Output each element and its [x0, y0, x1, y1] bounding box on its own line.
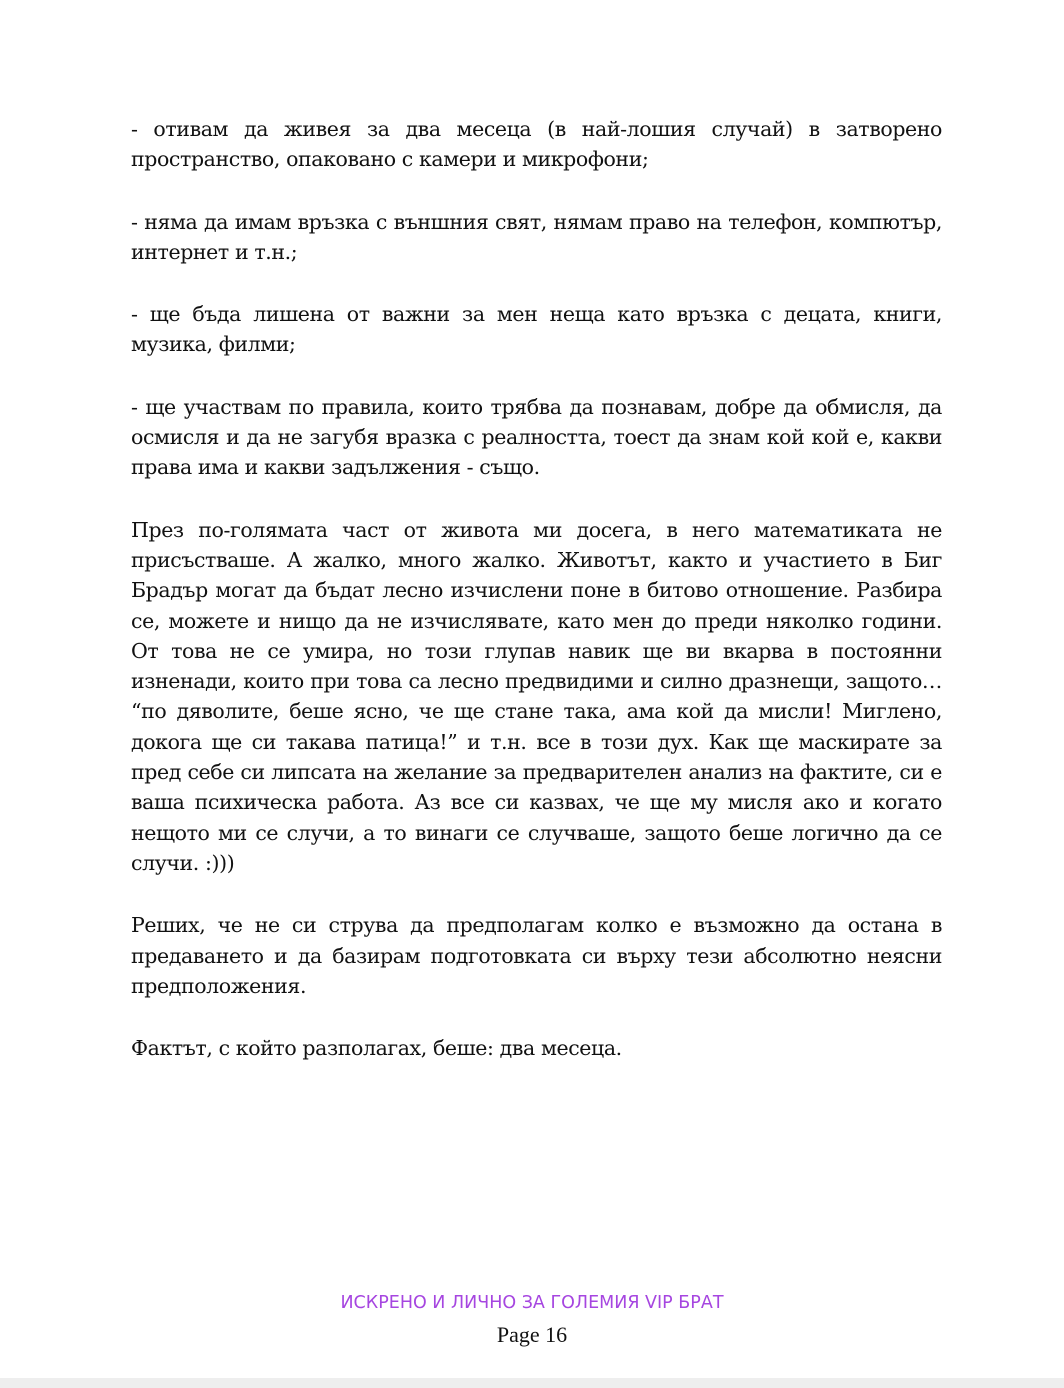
- paragraph-2: - няма да имам връзка с външния свят, нямам право на телефон, компютър, интернет и т.н.;: [131, 209, 942, 264]
- paragraph-5: През по-голямата част от живота ми досега, в него математиката не присъстваше. А жалко, много жалко. Животът, както и участието в Биг Брадър могат да бъдат лесно изчислени поне в битово отношение. Разбира се, можете и нищо да не изчислявате, като мен до преди няколко години. От това не се умира, но този глупав навик ще ви вкарва в постоянни изненади, които при това са лесно предвидими и силно дразнещи, защото… “по дяволите, беше ясно, че ще стане така, ама кой да мисли! Миглено, докога ще си такава патица!” и т.н. все в този дух. Как ще маскирате за пред себе си липсата на желание за предварителен анализ на фактите, си е ваша психическа работа. Аз все си казвах, че ще му мисля ако и когато нещото ми се случи, а то винаги се случваше, защото беше логично да се случи. :))): [131, 517, 942, 875]
- footer-book-title: ИСКРЕНО И ЛИЧНО ЗА ГОЛЕМИЯ VIP БРАТ: [340, 1293, 724, 1313]
- paragraph-3: - ще бъда лишена от важни за мен неща като връзка с децата, книги, музика, филми;: [131, 302, 942, 357]
- page-number: Page 16: [496, 1322, 568, 1347]
- paragraph-4: - ще участвам по правила, които трябва да познавам, добре да обмисля, да осмисля и да не загубя вразка с реалността, тоест да знам кой кой е, какви права има и какви задължения - също.: [131, 394, 942, 480]
- paragraph-1: - отивам да живея за два месеца (в най-лошия случай) в затворено пространство, опаковано с камери и микрофони;: [131, 117, 942, 172]
- page-bottom-edge: [0, 1378, 1064, 1388]
- body-text: [131, 114, 942, 1095]
- paragraph-7: Фактът, с който разполагах, беше: два месеца.: [131, 1036, 622, 1061]
- paragraph-6: Реших, че не си струва да предполагам колко е възможно да остана в предаването и да базирам подготовката си върху тези абсолютно неясни предположения.: [131, 913, 942, 998]
